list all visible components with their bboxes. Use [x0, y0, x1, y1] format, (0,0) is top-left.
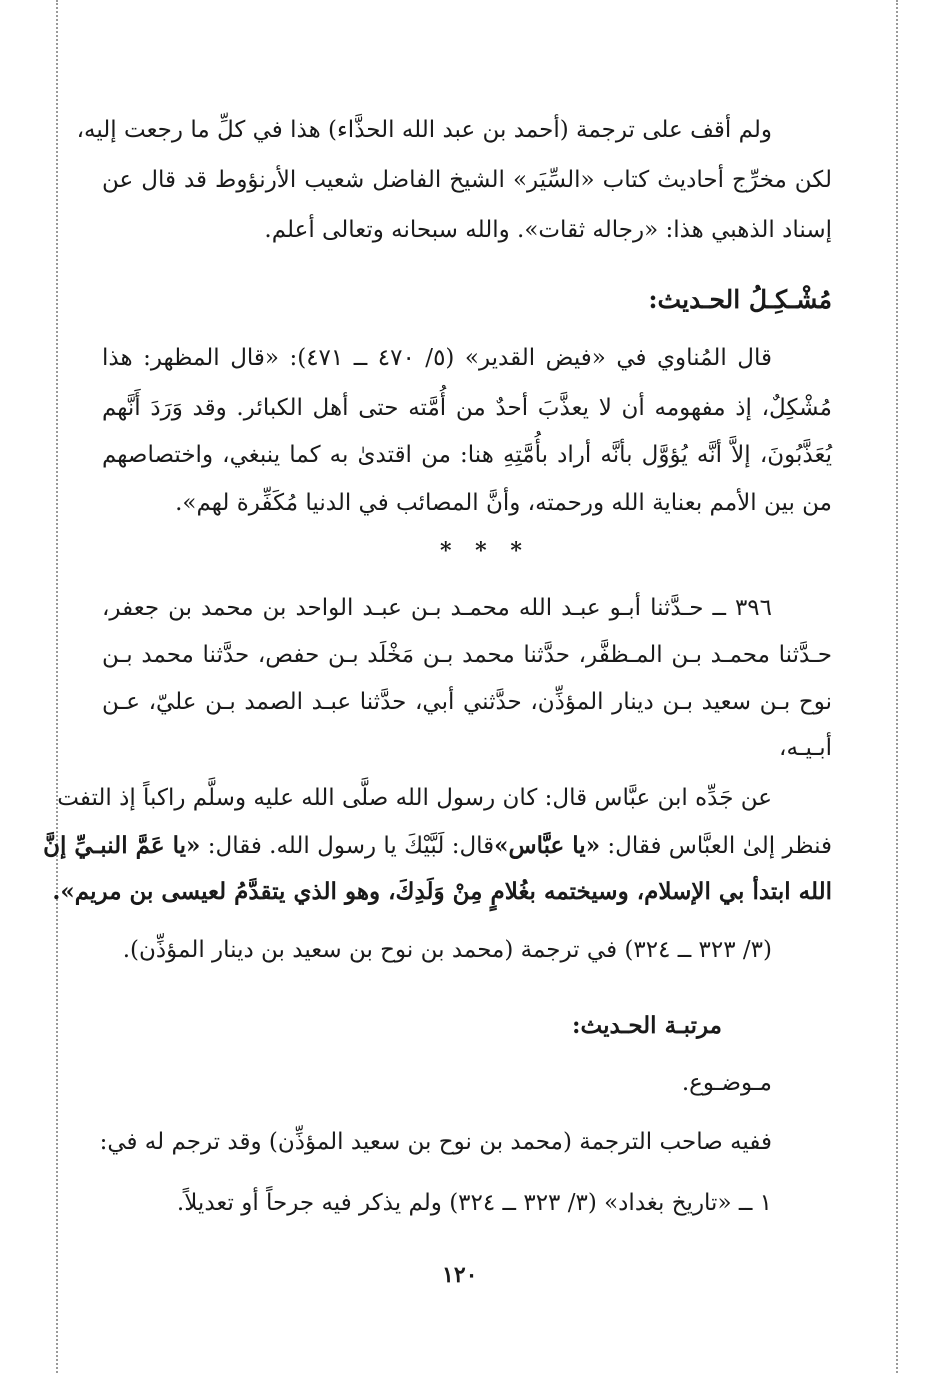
- hadith-quote-ya-amm-alnabi: «يا عَمَّ النبـيِّ إنَّ: [43, 832, 201, 859]
- hadith-chain-line-4: أبـيـه،: [779, 735, 832, 761]
- heading-mushkil-al-hadith: مُشْـكِـلُ الحـديث:: [648, 285, 832, 314]
- left-dotted-margin: [56, 0, 58, 1373]
- paragraph-2-line-3: يُعَذَّبُونَ، إلاَّ أنَّه يُؤوَّل بأنَّه أراد بأُمَّتِهِ هنا: من اقتدىٰ به كما ينبغي، واختصاصهم: [102, 442, 832, 468]
- paragraph-2-line-4: من بين الأمم بعناية الله ورحمته، وأنَّ المصائب في الدنيا مُكَفِّرة لهم».: [175, 490, 832, 516]
- analysis-line-2: ١ ــ «تاريخ بغداد» (٣/ ٣٢٣ ــ ٣٢٤) ولم يذكر فيه جرحاً أو تعديلاً.: [176, 1190, 772, 1216]
- section-separator: * * *: [440, 538, 530, 564]
- page-number: ١٢٠: [442, 1262, 478, 1288]
- hadith-text-line-2: [43, 828, 832, 864]
- hadith-text-line-2-plain: فنظر إلىٰ العبَّاس فقال:: [600, 833, 832, 859]
- hadith-chain-line-2: حـدَّثنا محمـد بـن المـظفَّر، حدَّثنا محمد بـن مَخْلَد بـن حفص، حدَّثنا محمد بـن: [102, 642, 832, 668]
- hadith-chain-line-1: ٣٩٦ ــ حـدَّثنا أبـو عبـد الله محمـد بـن عبـد الواحد بن محمد بن جعفر،: [102, 595, 772, 621]
- hadith-quote-ya-abbas: «يا عبَّاس»: [494, 832, 601, 859]
- paragraph-2-line-2: مُشْكِلٌ، إذ مفهومه أن لا يعذَّبَ أحدٌ من أُمَّته حتى أهل الكبائر. وقد وَرَدَ أَنَّهم: [102, 395, 832, 421]
- paragraph-1-line-3: إسناد الذهبي هذا: «رجاله ثقات». والله سبحانه وتعالى أعلم.: [264, 217, 832, 243]
- heading-rutbat-al-hadith: مرتبـة الحـديث:: [572, 1012, 722, 1039]
- hadith-text-line-2-middle: قال: لَبَّيْكَ يا رسول الله. فقال:: [200, 833, 495, 859]
- page-body-2: [43, 0, 832, 1373]
- source-reference: (٣/ ٣٢٣ ــ ٣٢٤) في ترجمة (محمد بن نوح بن سعيد بن دينار المؤذِّن).: [122, 937, 772, 963]
- paragraph-1-line-2: لكن مخرِّج أحاديث كتاب «السِّيَر» الشيخ الفاضل شعيب الأرنؤوط قد قال عن: [102, 167, 832, 193]
- paragraph-2-line-1: قال المُناوي في «فيض القدير» (٥/ ٤٧٠ ــ ٤٧١): «قال المظهر: هذا: [102, 345, 772, 371]
- verdict-mawdu: مـوضـوع.: [681, 1070, 772, 1096]
- paragraph-1-line-1: ولم أقف على ترجمة (أحمد بن عبد الله الحذَّاء) هذا في كلِّ ما رجعت إليه،: [76, 117, 772, 143]
- hadith-text-line-1: عن جَدِّه ابن عبَّاس قال: كان رسول الله صلَّى الله عليه وسلَّم راكباً إذ التفت: [57, 785, 772, 811]
- analysis-line-1: ففيه صاحب الترجمة (محمد بن نوح بن سعيد المؤذِّن) وقد ترجم له في:: [99, 1129, 772, 1155]
- hadith-text-line-3: الله ابتدأ بي الإسلام، وسيختمه بغُلامٍ مِنْ وَلَدِكَ، وهو الذي يتقدَّمُ لعيسى بن مريم».: [52, 878, 832, 905]
- right-dotted-margin: [896, 0, 898, 1373]
- hadith-chain-line-3: نوح بـن سعيد بـن دينار المؤذِّن، حدَّثني أبي، حدَّثنا عبـد الصمد بـن عليّ، عـن: [102, 689, 832, 715]
